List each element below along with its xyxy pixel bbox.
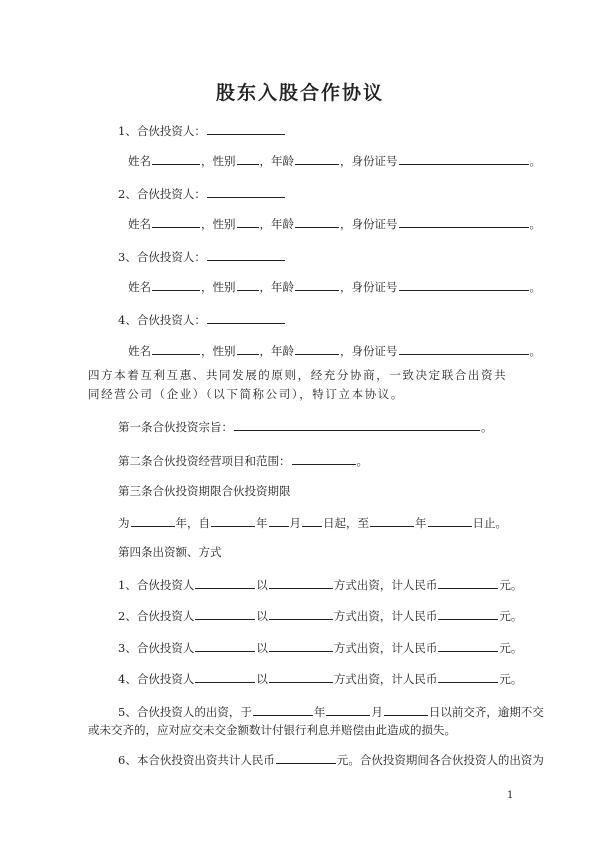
investor-label: 4、合伙投资人： (118, 313, 206, 327)
field-label: 姓名 (128, 217, 151, 231)
text: 年 (256, 516, 268, 530)
text: 元。合伙投资期间各合伙投资人的出资为 (336, 753, 544, 767)
contribution-2 (118, 607, 522, 624)
blank (269, 576, 333, 589)
page-number: 1 (507, 790, 514, 801)
field-label: ，年龄 (259, 280, 294, 294)
blank (152, 278, 200, 291)
field-label: 姓名 (128, 280, 151, 294)
investor-details (128, 278, 541, 295)
blank (237, 215, 259, 228)
text: 3、合伙投资人 (118, 641, 195, 655)
field-label: ，性别 (201, 154, 236, 168)
blank (195, 639, 255, 652)
field-label: 姓名 (128, 344, 151, 358)
investor-2 (118, 185, 286, 202)
blank (276, 751, 336, 764)
contribution-1 (118, 576, 522, 593)
text: 方式出资，计人民币 (333, 641, 438, 655)
blank (152, 215, 200, 228)
text: 月 (371, 705, 383, 719)
blank (207, 185, 285, 198)
text: 元。 (499, 672, 523, 686)
text: 以 (256, 672, 268, 686)
blank (152, 152, 200, 165)
text: 日以前交齐，逾期不交 (428, 705, 544, 719)
text: 方式出资，计人民币 (333, 672, 438, 686)
blank (237, 342, 259, 355)
blank (195, 607, 255, 620)
field-label: ，身份证号 (340, 344, 398, 358)
investor-label: 1、合伙投资人： (118, 124, 206, 138)
blank (269, 639, 333, 652)
blank (234, 418, 480, 431)
text: 2、合伙投资人 (118, 609, 195, 623)
investor-details (128, 342, 541, 359)
blank (207, 311, 285, 324)
article-4: 第四条出资额、方式 (118, 545, 222, 559)
text: 1、合伙投资人 (118, 578, 195, 592)
blank (295, 152, 339, 165)
blank (438, 607, 498, 620)
blank (195, 576, 255, 589)
blank (253, 703, 313, 716)
text: 年，自 (175, 516, 210, 530)
blank (237, 152, 259, 165)
investor-label: 2、合伙投资人： (118, 187, 206, 201)
text: 元。 (499, 609, 523, 623)
blank (269, 514, 289, 527)
text: 方式出资，计人民币 (333, 609, 438, 623)
field-label: ，年龄 (259, 154, 294, 168)
text: 年 (415, 516, 427, 530)
blank (295, 342, 339, 355)
blank (384, 703, 428, 716)
text: 为 (118, 516, 130, 530)
field-label: ，身份证号 (340, 280, 398, 294)
investor-label: 3、合伙投资人： (118, 250, 206, 264)
blank (399, 215, 529, 228)
blank (438, 576, 498, 589)
text: 日止。 (472, 516, 507, 530)
blank (295, 278, 339, 291)
investor-3 (118, 248, 286, 265)
blank (269, 670, 333, 683)
punct: 。 (356, 454, 368, 468)
clause-5 (118, 703, 544, 720)
article-label: 第一条合伙投资宗旨： (118, 420, 233, 434)
contribution-4 (118, 670, 522, 687)
document-title: 股东入股合作协议 (215, 82, 384, 104)
blank (438, 670, 498, 683)
blank (152, 342, 200, 355)
blank (399, 152, 529, 165)
text: 元。 (499, 578, 523, 592)
clause-5-continued: 或未交齐的，应对应交未交金额数计付银行利息并赔偿由此造成的损失。 (88, 723, 456, 737)
field-label: ，年龄 (259, 217, 294, 231)
text: 5、合伙投资人的出资，于 (118, 705, 252, 719)
blank (131, 514, 175, 527)
text: 以 (256, 641, 268, 655)
text: 元。 (499, 641, 523, 655)
article-3: 第三条合伙投资期限合伙投资期限 (118, 484, 291, 498)
punct: 。 (481, 420, 493, 434)
blank (326, 703, 370, 716)
blank (237, 278, 259, 291)
field-label: 。 (529, 217, 541, 231)
contribution-3 (118, 639, 522, 656)
article-1 (118, 418, 493, 435)
article-2 (118, 452, 368, 469)
blank (269, 607, 333, 620)
investor-details (128, 152, 541, 169)
clause-6 (118, 751, 544, 768)
text: 6、本合伙投资出资共计人民币 (118, 753, 275, 767)
field-label: ，性别 (201, 280, 236, 294)
field-label: ，性别 (201, 217, 236, 231)
blank (428, 514, 472, 527)
blank (399, 342, 529, 355)
text: 以 (256, 609, 268, 623)
blank (195, 670, 255, 683)
investor-4 (118, 311, 286, 328)
blank (302, 514, 322, 527)
blank (292, 452, 356, 465)
field-label: ，性别 (201, 344, 236, 358)
text: 以 (256, 578, 268, 592)
text: 日起，至 (323, 516, 369, 530)
investor-details (128, 215, 541, 232)
blank (438, 639, 498, 652)
investor-1 (118, 122, 286, 139)
term-line (118, 514, 507, 531)
blank (211, 514, 255, 527)
text: 4、合伙投资人 (118, 672, 195, 686)
blank (399, 278, 529, 291)
field-label: ，身份证号 (340, 154, 398, 168)
field-label: 。 (529, 280, 541, 294)
blank (295, 215, 339, 228)
blank (370, 514, 414, 527)
field-label: 姓名 (128, 154, 151, 168)
blank (207, 248, 285, 261)
text: 年 (313, 705, 326, 719)
blank (207, 122, 285, 135)
intro-paragraph: 四方本着互利互惠、共同发展的原则，经充分协商，一致决定联合出资共同经营公司（企业）（以下简称公司），特订立本协议。 (88, 368, 508, 401)
field-label: 。 (529, 154, 541, 168)
text: 方式出资，计人民币 (333, 578, 438, 592)
field-label: ，身份证号 (340, 217, 398, 231)
article-label: 第二条合伙投资经营项目和范围： (118, 454, 291, 468)
text: 月 (289, 516, 301, 530)
field-label: 。 (529, 344, 541, 358)
field-label: ，年龄 (259, 344, 294, 358)
